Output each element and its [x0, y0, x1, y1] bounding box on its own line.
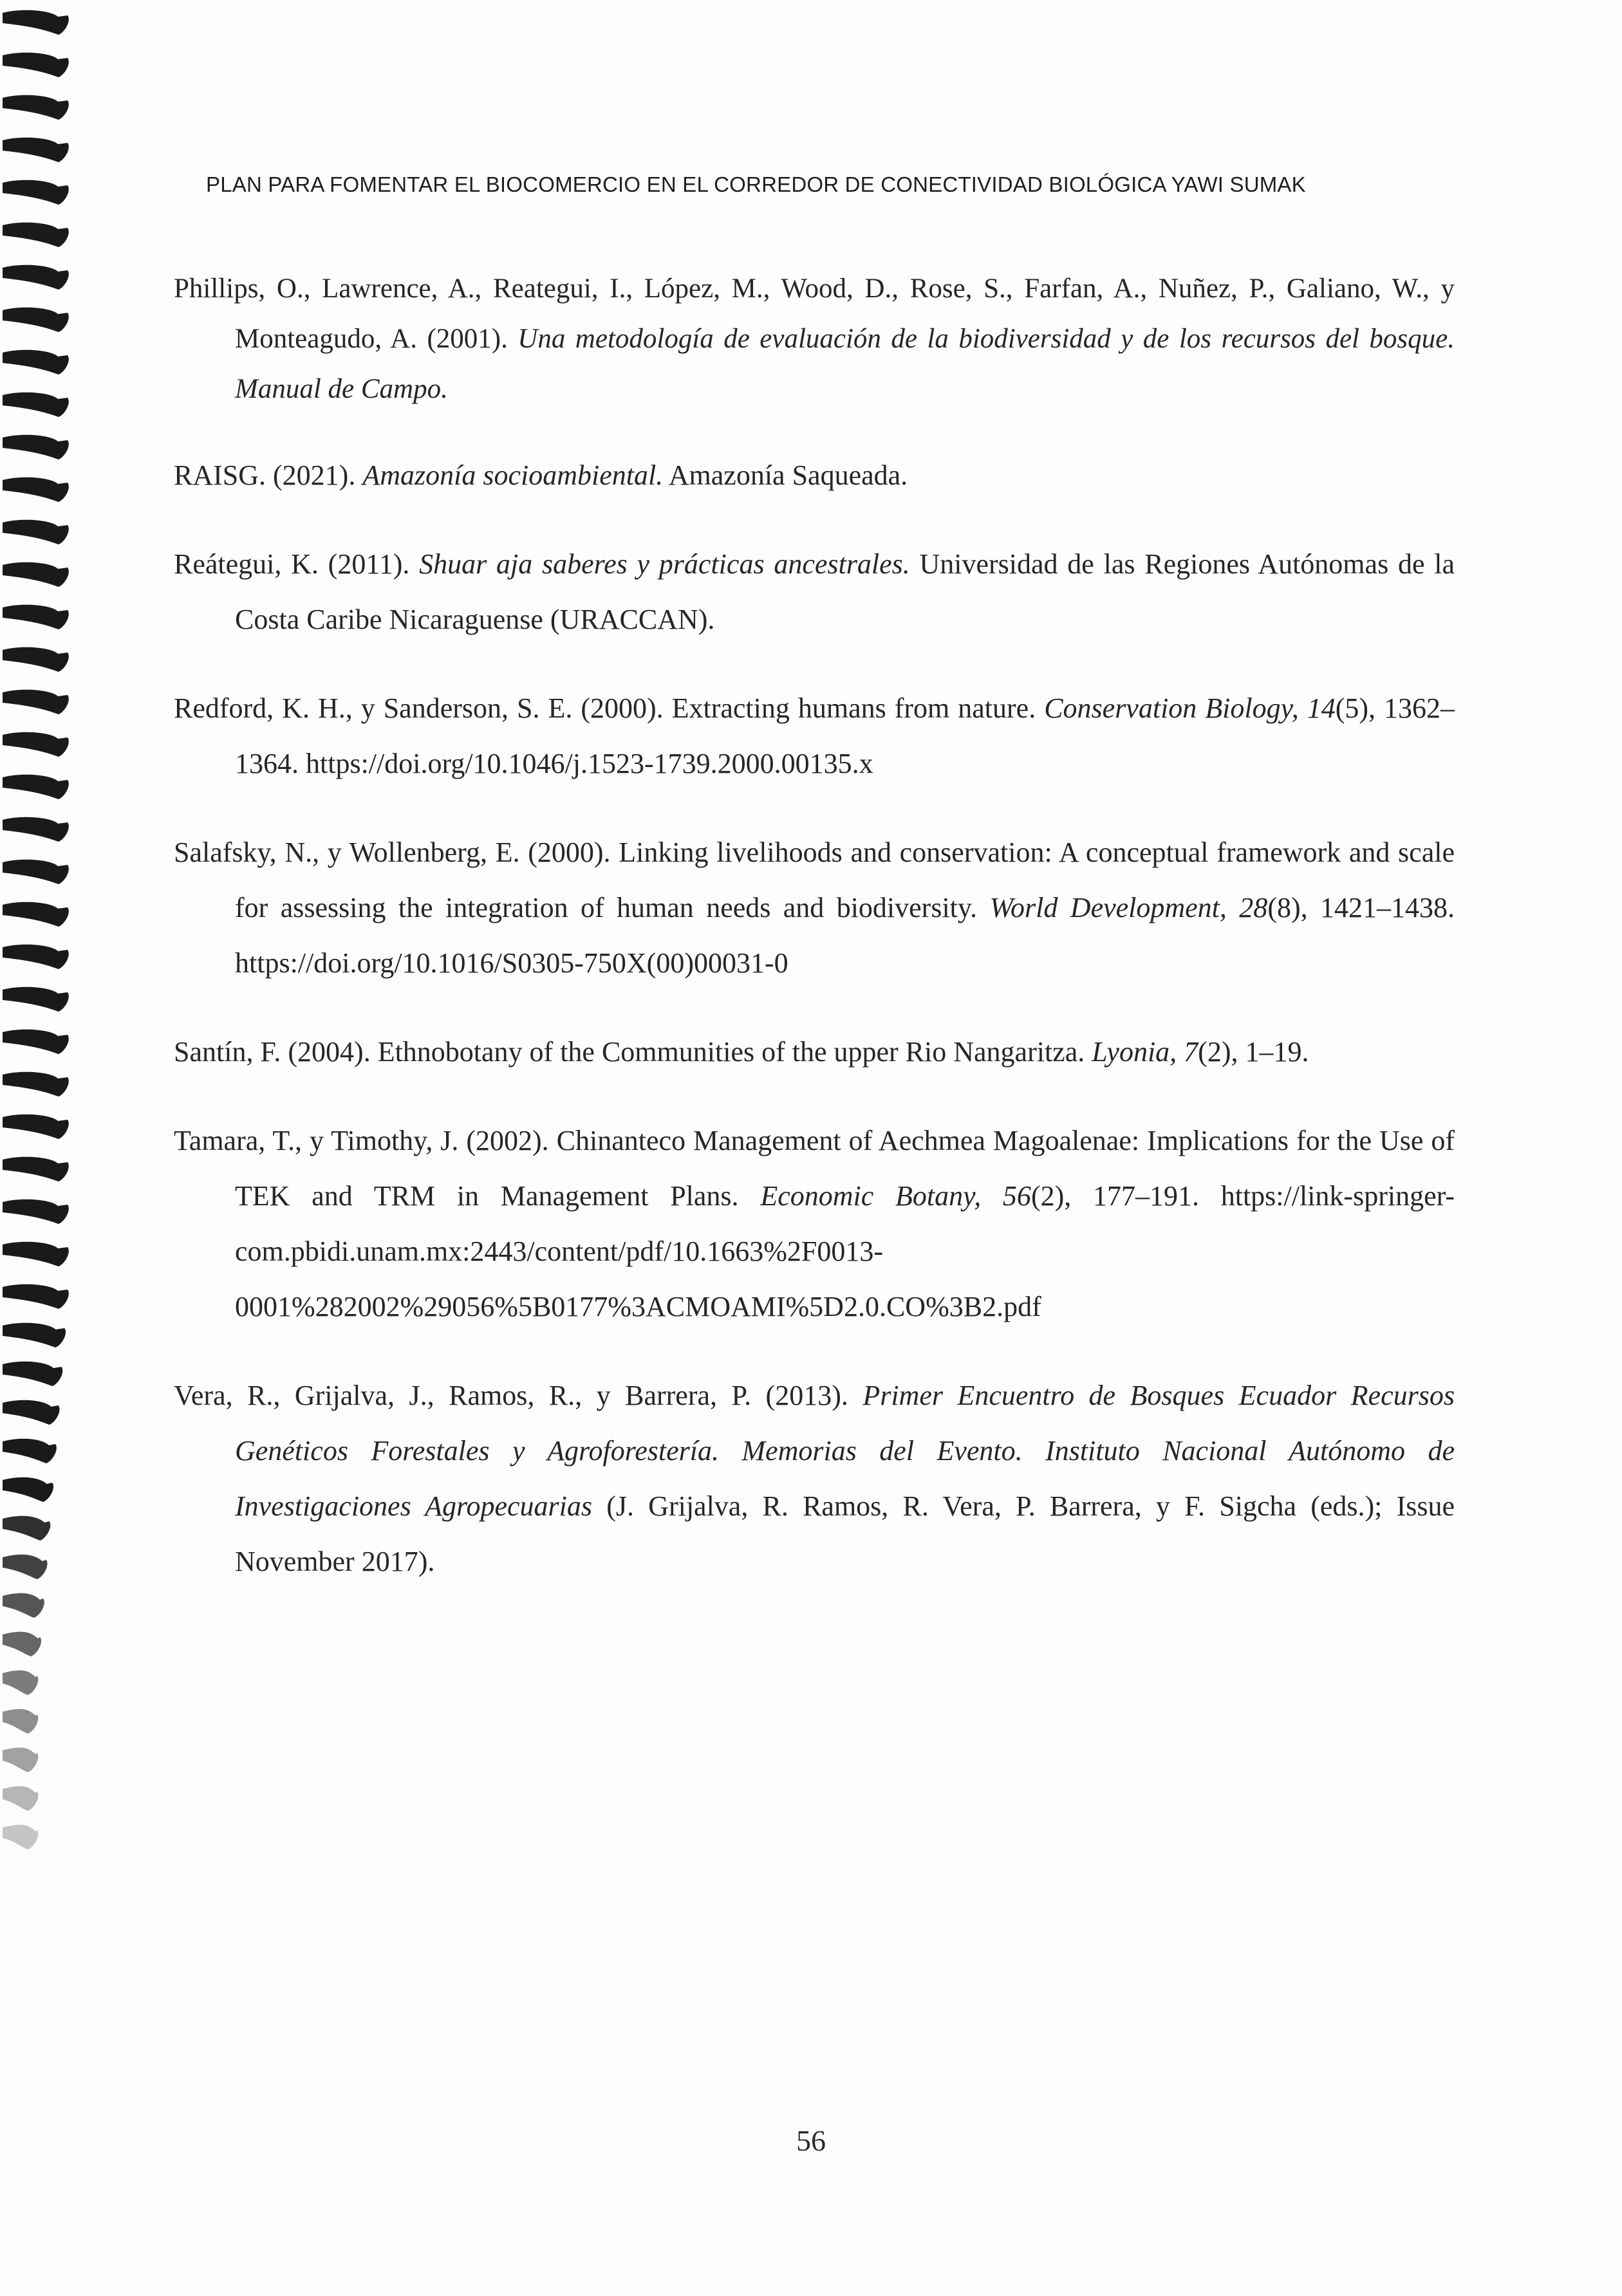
- binding-loop: [3, 1593, 44, 1618]
- binding-loop: [3, 1671, 38, 1695]
- binding-loop: [3, 1748, 38, 1772]
- binding-loop: [3, 1477, 53, 1502]
- binding-loop: [3, 1242, 69, 1266]
- binding-loop: [3, 775, 69, 799]
- binding-loop: [3, 1709, 38, 1734]
- binding-loop: [3, 350, 69, 375]
- binding-loop: [3, 817, 69, 842]
- binding-loop: [3, 223, 69, 247]
- binding-loop: [3, 1400, 60, 1425]
- binding-loop: [3, 562, 69, 587]
- binding-loop: [3, 902, 69, 927]
- binding-loop: [3, 520, 69, 544]
- binding-loop: [3, 1555, 48, 1579]
- binding-loop: [3, 860, 69, 884]
- reference-entry: Phillips, O., Lawrence, A., Reategui, I., López, M., Wood, D., Rose, S., Farfan, A., Nuñez, P., Galiano, W., y Monteagudo, A. (2001). Una metodología de evaluación de la biodiversidad y de los recursos del bosque. Manual de Campo.: [174, 273, 1455, 404]
- binding-loop: [3, 265, 69, 290]
- binding-loop: [3, 1632, 41, 1656]
- binding-loop: [3, 477, 69, 502]
- binding-loop: [3, 987, 69, 1012]
- binding-loop: [3, 1115, 69, 1139]
- binding-loop: [3, 1362, 62, 1386]
- binding-loop: [3, 1072, 69, 1097]
- reference-list: [174, 264, 1455, 1623]
- binding-loop: [3, 180, 69, 205]
- reference-entry: Redford, K. H., y Sanderson, S. E. (2000). Extracting humans from nature. Conservation Biology, 14(5), 1362–1364. https://doi.org/10.1046/j.1523-1739.2000.00135.x: [174, 692, 1455, 779]
- binding-loop: [3, 1030, 69, 1054]
- page-number: 56: [796, 2124, 826, 2157]
- binding-loop: [3, 1284, 69, 1309]
- binding-loop: [3, 1323, 66, 1347]
- binding-loop: [3, 1157, 69, 1181]
- binding-loop: [3, 732, 69, 757]
- binding-loop: [3, 945, 69, 969]
- reference-entry: RAISG. (2021). Amazonía socioambiental. Amazonía Saqueada.: [174, 459, 908, 491]
- binding-loop: [3, 1199, 69, 1224]
- binding-loop: [3, 1825, 38, 1849]
- spiral-binding: [0, 0, 97, 2296]
- binding-loop: [3, 1516, 50, 1541]
- binding-loop: [3, 647, 69, 672]
- binding-loop: [3, 605, 69, 629]
- binding-loop: [3, 1439, 57, 1463]
- binding-loop: [3, 95, 69, 120]
- binding-loop: [3, 435, 69, 459]
- reference-entry: Salafsky, N., y Wollenberg, E. (2000). Linking livelihoods and conservation: A conceptual framework and scale for assessing the integration of human needs and biodiversity. World Development, 28(8), 1421–1438. https://doi.org/10.1016/S0305-750X(00)00031-0: [174, 837, 1455, 979]
- binding-loop: [3, 308, 69, 332]
- binding-loop: [3, 53, 69, 77]
- binding-loop: [3, 138, 69, 162]
- binding-loop: [3, 690, 69, 714]
- reference-entry: Tamara, T., y Timothy, J. (2002). Chinanteco Management of Aechmea Magoalenae: Implications for the Use of TEK and TRM in Management Plans. Economic Botany, 56(2), 177–191. https://link-springer-com.pbidi.unam.mx:2443/content/pdf/10.1663%2F0013-0001%282002%29056%5B0177%3ACMOAMI%5D2.0.CO%3B2.pdf: [174, 1125, 1455, 1322]
- running-header: PLAN PARA FOMENTAR EL BIOCOMERCIO EN EL CORREDOR DE CONECTIVIDAD BIOLÓGICA YAWI SUMAK: [206, 172, 1306, 196]
- binding-loop: [3, 393, 69, 417]
- reference-entry: Vera, R., Grijalva, J., Ramos, R., y Barrera, P. (2013). Primer Encuentro de Bosques Ecuador Recursos Genéticos Forestales y Agroforestería. Memorias del Evento. Instituto Nacional Autónomo de Investigaciones Agropecuarias (J. Grijalva, R. Ramos, R. Vera, P. Barrera, y F. Sigcha (eds.); Issue November 2017).: [174, 1380, 1455, 1577]
- reference-entry: Santín, F. (2004). Ethnobotany of the Communities of the upper Rio Nangaritza. Lyonia, 7(2), 1–19.: [174, 1036, 1309, 1068]
- reference-entry: Reátegui, K. (2011). Shuar aja saberes y prácticas ancestrales. Universidad de las Regiones Autónomas de la Costa Caribe Nicaraguense (URACCAN).: [174, 548, 1455, 635]
- binding-loop: [3, 10, 69, 35]
- binding-loop: [3, 1786, 38, 1811]
